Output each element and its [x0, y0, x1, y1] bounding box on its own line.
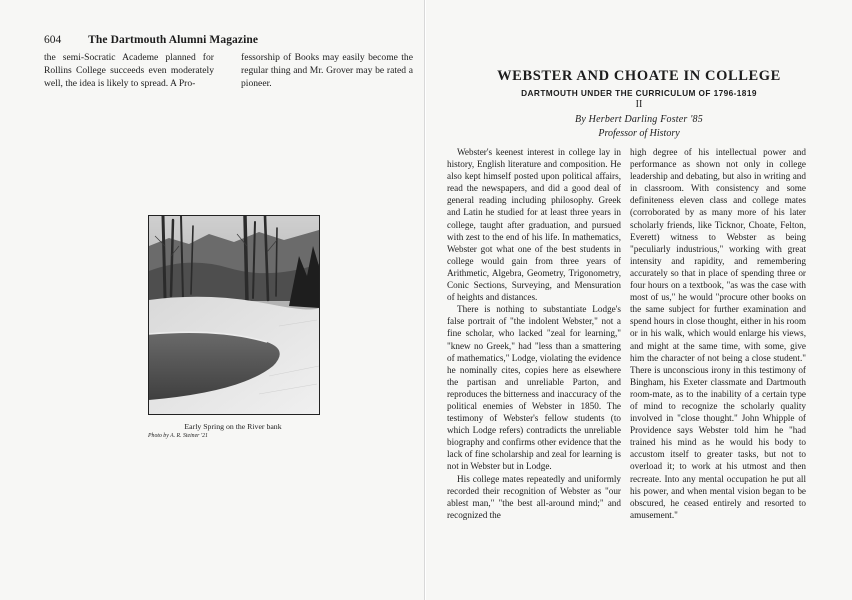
- continued-text-column-2: [241, 52, 413, 90]
- page-number: 604: [44, 34, 62, 46]
- article-paragraph: His college mates repeatedly and uniformly recorded their recognition of Webster as "our ablest man," "the best all-around mind;" and recognized the: [447, 473, 621, 520]
- article-title: WEBSTER AND CHOATE IN COLLEGE: [497, 68, 781, 84]
- article-part-number: II: [635, 99, 643, 110]
- magazine-title: The Dartmouth Alumni Magazine: [88, 34, 259, 46]
- photo-credit: Photo by A. R. Steiner '21: [148, 433, 208, 439]
- article-byline: By Herbert Darling Foster '85: [575, 114, 703, 125]
- article-subtitle: DARTMOUTH UNDER THE CURRICULUM OF 1796-1819: [521, 88, 757, 98]
- article-paragraph: There is nothing to substantiate Lodge's false portrait of "the indolent Webster," not a fine scholar, who lacked "zeal for learning," "knew no Greek," had "less than a smattering of mathematics," Lodge, violating the evidence he nominally cites, copies here as elsewhere the partisan and unreliable Parton, and reproduces the bitterness and inaccuracy of the political enemies of Webster in 1850. The testimony of Webster's fellow students (to which Lodge refers) contradicts the unreliable biography and confirms other evidence that the lack of fine scholarship and zeal for learning is not in Webster but in Lodge.: [447, 304, 621, 472]
- river-bank-photo: [148, 215, 320, 415]
- photo-illustration: [149, 216, 319, 414]
- continued-paragraph: the semi-Socratic Academe planned for Rollins College succeeds even moderately well, the idea is likely to spread. A Pro-: [44, 52, 214, 89]
- continued-text-column-1: [44, 52, 214, 90]
- photo-caption: Early Spring on the River bank: [184, 422, 282, 431]
- continued-paragraph: fessorship of Books may easily become the regular thing and Mr. Grover may be rated a pioneer.: [241, 52, 413, 89]
- article-paragraph: Webster's keenest interest in college lay in history, English literature and composition. He also kept himself posted upon political affairs, read the newspapers, and did a good deal of general reading including philosophy. Greek and Latin he studied for at least three years in college, taught after graduation, and pursued with zest to the end of his life. In mathematics, Webster got what one of the best students in college would gain from three years of Arithmetic, Algebra, Geometry, Trigonometry, Conic Sections, Surveying, and Mensuration of heights and distances.: [447, 147, 621, 303]
- author-title: Professor of History: [598, 128, 680, 139]
- left-page: [0, 0, 425, 600]
- article-paragraph: high degree of his intellectual power and performance as shown not only in college leadership and debating, but also in writing and in classroom. With consistency and some definiteness eleven class and college mates (corroborated by as many more of his later scholarly friends, like Ticknor, Choate, Felton, Everett) witness to Webster as being "peculiarly industrious," working with great intensity and rapidity, and remembering accurately so that in place of spending three or four hours on a textbook, "as was the case with most of us," he would "procure other books on the same subject for further examination and spend hours in close thought, either in his room or in his walk, which would enlarge his views, and might at the same time, with some, give him the character of not being a close student." There is unconscious irony in this testimony of Bingham, his Exeter classmate and Dartmouth room-mate, as to the inability of a certain type of mind to recognize the scholarly quality involved in "close thought." John Whipple of Providence says Webster told him he "had trained his mind as he would his body to accustom itself to greater tasks, but not to overload it; to work at his utmost and then recreate. Into any mental occupation he put all his power, and when mental vision began to be obscured, he ceased entirely and resorted to amusement.": [630, 147, 806, 520]
- article-column-1: [447, 146, 621, 546]
- page-header: [44, 34, 258, 46]
- article-column-2: [630, 146, 806, 546]
